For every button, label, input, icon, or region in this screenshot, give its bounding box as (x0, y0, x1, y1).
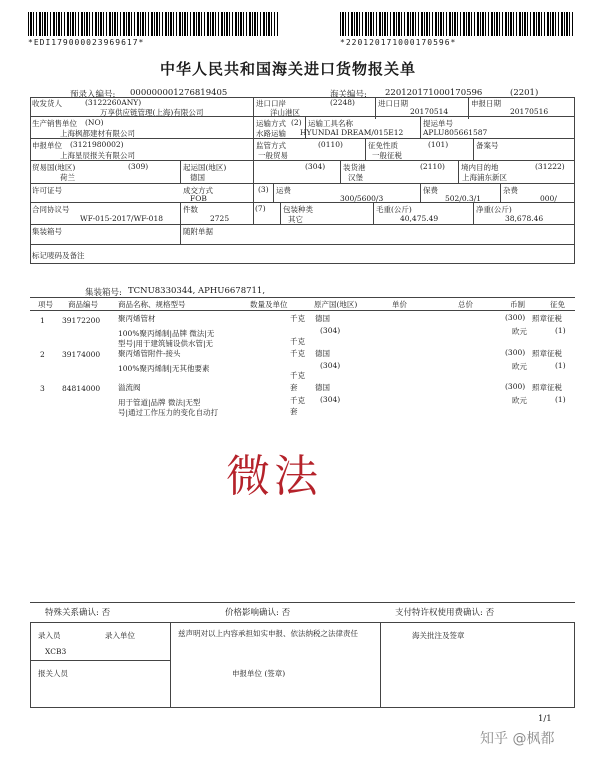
marks-label: 标记唛码及备注 (32, 251, 85, 260)
item-name: 聚丙烯管附件-接头 (118, 349, 181, 358)
barcode-left-text: *EDI179000023969617* (28, 38, 145, 47)
entry-port-code: (2248) (330, 98, 355, 107)
destination-label: 境内目的地 (461, 163, 499, 172)
deal-mode-label: 成交方式 (183, 186, 213, 195)
item-spec: 100%聚丙烯制|无其他要素 (118, 364, 210, 373)
net-weight-value: 38,678.46 (505, 214, 544, 223)
item-country: 德国 (315, 383, 330, 392)
barcode-right (340, 12, 575, 36)
item-currency: (300) (505, 348, 526, 357)
net-weight-label: 净重(公斤) (476, 205, 512, 214)
item-tax: 照章征税 (532, 314, 562, 323)
table-row: 1 (40, 316, 45, 325)
license-label: 许可证号 (32, 186, 62, 195)
tax-nature-label: 征免性质 (368, 141, 398, 150)
trade-country-label: 贸易国(地区) (32, 163, 76, 172)
item-country-code: (304) (320, 361, 341, 370)
col-name: 商品名称、规格型号 (118, 300, 186, 309)
item-spec: 用于管道|品牌 微法|无型 (118, 398, 201, 407)
item-tax: 照章征税 (532, 383, 562, 392)
pack-type-name: 其它 (288, 215, 303, 224)
declare-date-value: 20170516 (510, 107, 549, 116)
barcode-right-text: *2201201710001705​96* (340, 38, 457, 47)
col-tax: 征免 (550, 300, 565, 309)
declarant-label: 报关人员 (38, 669, 68, 678)
origin-country-name: 德国 (190, 173, 205, 182)
item-spec: 100%聚丙烯制|品牌 微法|无 (118, 329, 215, 338)
freight-value: 300/5600/3 (340, 194, 384, 203)
supervision-name: 一般贸易 (258, 151, 288, 160)
transport-mode-name: 水路运输 (256, 129, 286, 138)
container-no-label: 集装箱号 (32, 227, 62, 236)
item-currency: (300) (505, 313, 526, 322)
deal-mode-name: FOB (190, 194, 207, 203)
item-tax-code: (1) (555, 326, 566, 335)
table-row: 2 (40, 350, 45, 359)
agent-label: 申报单位 (32, 141, 62, 150)
gross-weight-value: 40,475.49 (400, 214, 439, 223)
consignee-code: (3122260ANY) (85, 98, 142, 107)
bill-no-label: 提运单号 (423, 119, 453, 128)
pre-entry-label: 预录入编号: (70, 90, 116, 100)
import-date-value: 20170514 (410, 107, 449, 116)
loading-port-name: 汉堡 (348, 173, 363, 182)
item-tax-code: (1) (555, 361, 566, 370)
packages-label: 件数 (183, 205, 198, 214)
origin-country-label: 起运国(地区) (183, 163, 227, 172)
container-list-value: TCNU8330344, APHU6678711, (128, 286, 266, 296)
gross-weight-label: 毛重(公斤) (376, 205, 412, 214)
tax-nature-code: (101) (428, 140, 449, 149)
barcode-left (28, 12, 278, 36)
insurance-value: 502/0.3/1 (445, 194, 482, 203)
item-code: 84814000 (62, 384, 101, 393)
supervision-label: 监管方式 (256, 141, 286, 150)
item-unit: 千克 (290, 396, 305, 405)
item-currency-name: 欧元 (512, 362, 527, 371)
contract-label: 合同协议号 (32, 205, 70, 214)
col-currency: 币制 (510, 300, 525, 309)
consignee-name: 万享供应链管理(上海)有限公司 (100, 108, 204, 117)
consumer-name: 上海枫都建材有限公司 (60, 129, 135, 138)
item-unit: 千克 (290, 337, 305, 346)
item-spec: 号|通过工作压力的变化自动打 (118, 408, 219, 417)
col-country: 原产国(地区) (314, 300, 358, 309)
pack-type-label: 包装种类 (283, 205, 313, 214)
item-tax: 照章征税 (532, 349, 562, 358)
declare-unit-sign: 申报单位 (签章) (232, 669, 286, 678)
bill-no-value: APLU805661587 (423, 128, 488, 137)
royalty-confirm: 支付特许权使用费确认: 否 (395, 608, 495, 618)
page-title: 中华人民共和国海关进口货物报关单 (160, 60, 417, 78)
deal-mode-code: (3) (258, 185, 269, 194)
loading-port-label: 装货港 (343, 163, 366, 172)
item-name: 溢流阀 (118, 383, 141, 392)
item-unit: 千克 (290, 349, 305, 358)
loading-port-code: (2110) (420, 162, 445, 171)
vessel-label: 运输工具名称 (308, 119, 353, 128)
col-total: 总价 (458, 300, 473, 309)
item-country-code: (304) (320, 395, 341, 404)
col-code: 商品编号 (68, 300, 98, 309)
destination-name: 上海浦东新区 (462, 173, 507, 182)
vessel-value: HYUNDAI DREAM/015E12 (300, 128, 404, 137)
supervision-code: (0110) (318, 140, 343, 149)
declare-date-label: 申报日期 (471, 99, 501, 108)
col-qty: 数量及单位 (250, 300, 288, 309)
transport-mode-code: (2) (291, 118, 302, 127)
agent-code: (3121980002) (70, 140, 124, 149)
entry-port-name: 洋山港区 (270, 108, 300, 117)
page-number: 1/1 (538, 714, 552, 724)
item-spec: 型号|用于建筑铺设供水管|无 (118, 339, 214, 348)
entry-port-label: 进口口岸 (256, 99, 286, 108)
trade-country-name: 荷兰 (60, 173, 75, 182)
agent-name: 上海星辰报关有限公司 (60, 151, 135, 160)
insurance-label: 保费 (423, 186, 438, 195)
documents-label: 随附单据 (183, 227, 213, 236)
pre-entry-value: 000000001276819405 (130, 88, 228, 98)
misc-label: 杂费 (503, 186, 518, 195)
item-country: 德国 (315, 349, 330, 358)
clerk-code: XCB3 (45, 647, 67, 656)
table-row: 3 (40, 384, 45, 393)
entry-clerk-label: 录入员 (38, 631, 61, 640)
item-country-code: (304) (320, 326, 341, 335)
container-list-label: 集装箱号: (85, 288, 122, 298)
item-tax-code: (1) (555, 395, 566, 404)
consignee-label: 收发货人 (32, 99, 62, 108)
item-unit: 套 (290, 383, 298, 392)
freight-label: 运费 (276, 186, 291, 195)
transport-mode-label: 运输方式 (256, 119, 286, 128)
item-currency-name: 欧元 (512, 327, 527, 336)
pack-type-code: (7) (255, 204, 266, 213)
trade-country-code: (309) (128, 162, 149, 171)
record-no-label: 备案号 (476, 141, 499, 150)
item-currency: (300) (505, 382, 526, 391)
consumer-label: 生产销售单位 (32, 119, 77, 128)
col-price: 单价 (392, 300, 407, 309)
misc-value: 000/ (540, 194, 557, 203)
customs-approval: 海关批注及签章 (412, 631, 465, 640)
origin-country-code: (304) (305, 162, 326, 171)
item-unit: 千克 (290, 314, 305, 323)
item-currency-name: 欧元 (512, 396, 527, 405)
item-unit: 千克 (290, 371, 305, 380)
customs-no-value: 220120171000170596 (385, 88, 483, 98)
company-stamp: 微法 (226, 451, 322, 502)
packages-value: 2725 (210, 214, 230, 223)
item-code: 39174000 (62, 350, 101, 359)
item-code: 39172200 (62, 316, 101, 325)
item-country: 德国 (315, 314, 330, 323)
col-no: 项号 (38, 300, 53, 309)
destination-code: (31222) (535, 162, 565, 171)
import-date-label: 进口日期 (378, 99, 408, 108)
item-name: 聚丙烯管材 (118, 314, 156, 323)
customs-no-code: (2201) (510, 88, 539, 98)
tax-nature-name: 一般征税 (372, 151, 402, 160)
special-relation: 特殊关系确认: 否 (45, 608, 111, 618)
entry-unit-label: 录入单位 (105, 631, 135, 640)
contract-value: WF-015-2017/WF-018 (80, 214, 163, 223)
price-impact: 价格影响确认: 否 (225, 608, 291, 618)
item-unit: 套 (290, 407, 298, 416)
customs-no-label: 海关编号: (330, 90, 367, 100)
watermark: 知乎 @枫都 (480, 731, 555, 747)
declaration-text: 兹声明对以上内容承担如实申报、依法纳税之法律责任 (178, 629, 358, 638)
consumer-code: (NO) (85, 118, 104, 127)
